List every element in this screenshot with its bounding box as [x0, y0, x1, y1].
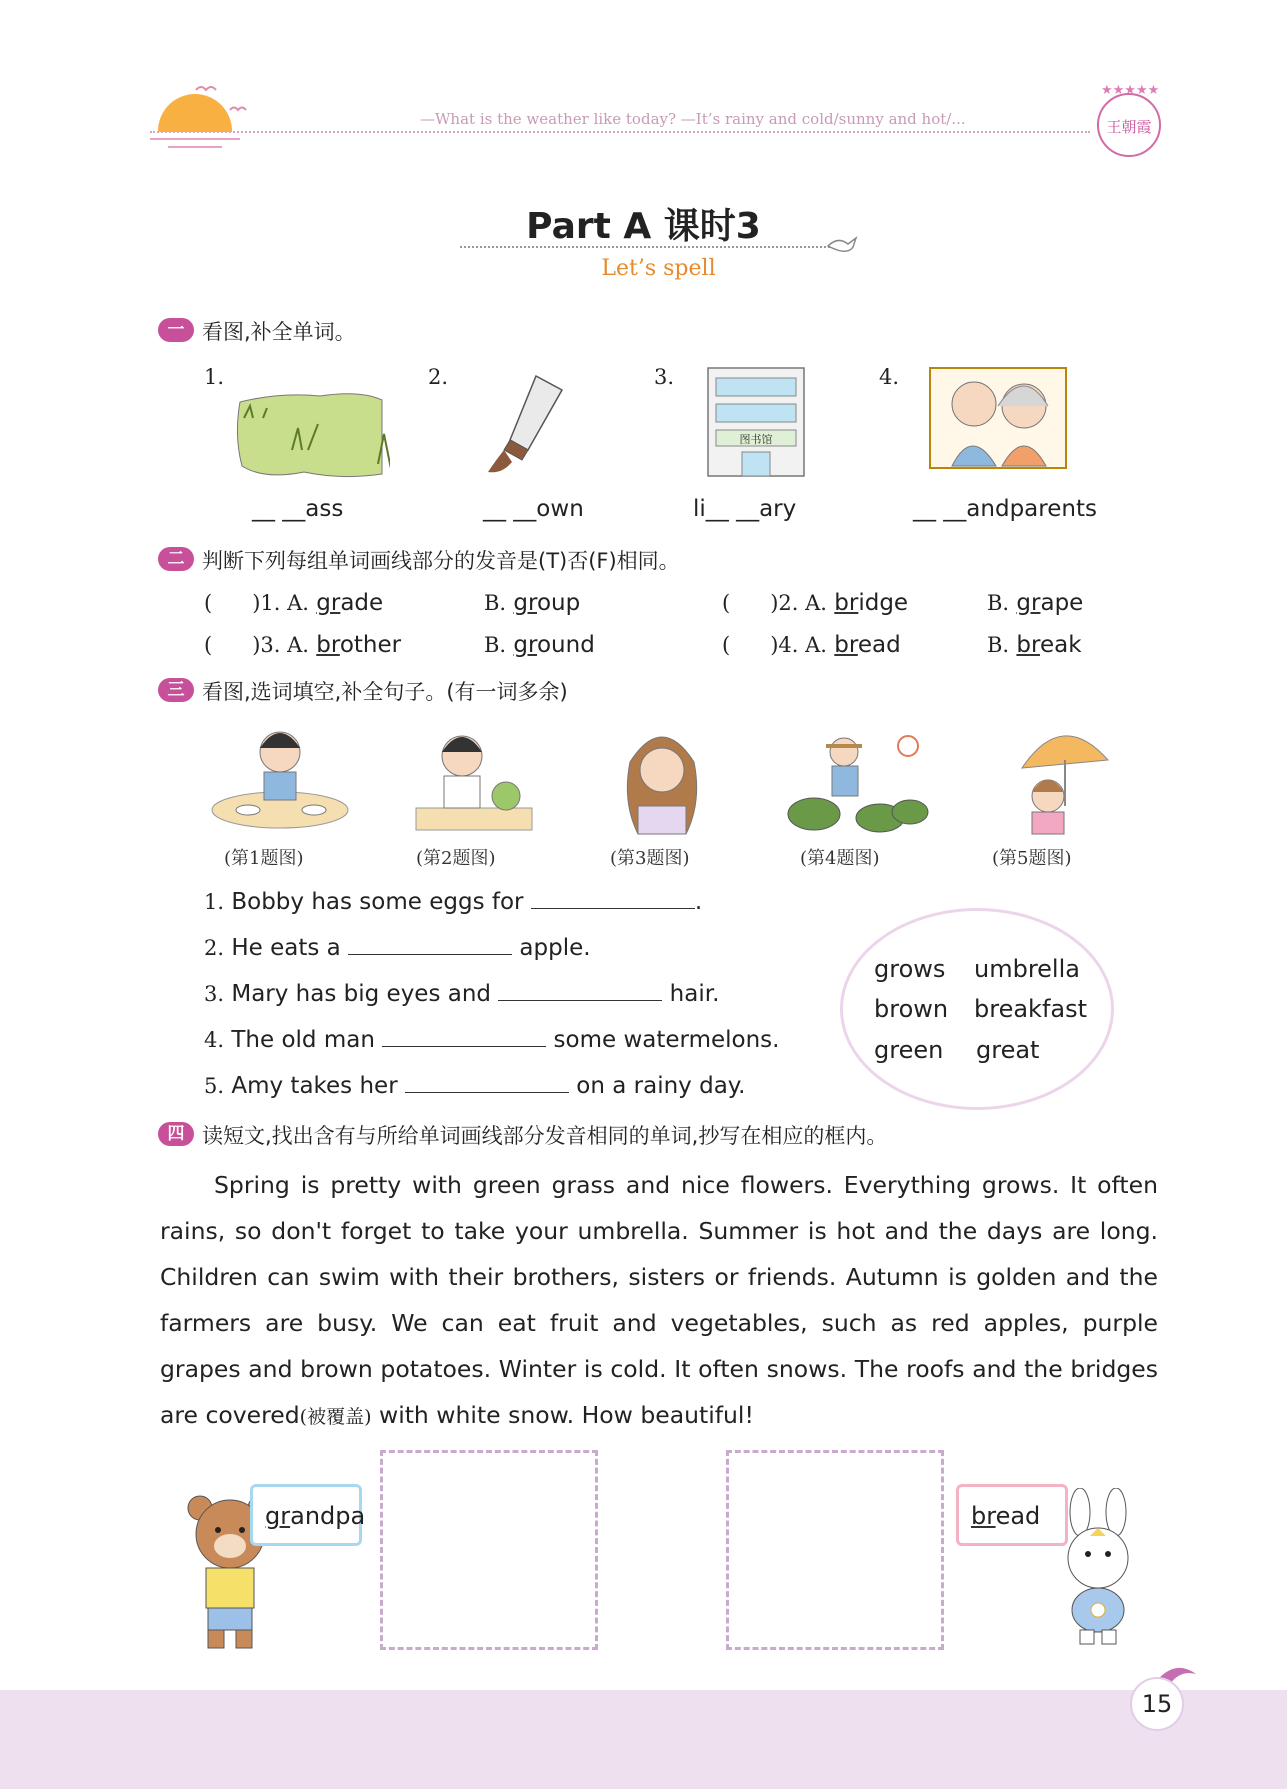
- boy-breakfast-picture: [208, 722, 352, 832]
- farmer-watermelons-picture: [784, 722, 930, 834]
- section-badge-4: 四: [158, 1122, 194, 1146]
- judge-row-2-b: B. grape: [987, 590, 1084, 616]
- svg-text:王朝霞: 王朝霞: [1106, 118, 1152, 136]
- library-building-picture: [702, 366, 810, 478]
- page-title: Part A 课时3: [526, 206, 761, 247]
- birds-icon: [192, 80, 252, 120]
- picture-caption-5: (第5题图): [992, 848, 1072, 869]
- sentence-3: 3. Mary has big eyes and hair.: [204, 981, 720, 1007]
- word-bank-item: green: [874, 1036, 944, 1064]
- section-badge-3: 三: [158, 678, 194, 702]
- judge-row-1: ( )1. A. grade: [204, 590, 384, 616]
- section-badge-2: 二: [158, 547, 194, 571]
- fill-blank-4: __ __andparents: [913, 496, 1097, 522]
- svg-text:★★★★★: ★★★★★: [1101, 83, 1160, 98]
- answer-blank[interactable]: [348, 934, 512, 955]
- bird-icon: [826, 234, 858, 256]
- picture-caption-3: (第3题图): [610, 848, 690, 869]
- page-number: 15: [1130, 1677, 1184, 1731]
- sentence-2: 2. He eats a apple.: [204, 935, 591, 961]
- item-number: 4.: [879, 365, 900, 389]
- judge-row-4: ( )4. A. bread: [722, 632, 901, 658]
- judge-row-4-b: B. break: [987, 632, 1082, 658]
- word-bank-item: grows: [874, 955, 946, 983]
- reading-passage: Spring is pretty with green grass and nice flowers. Everything grows. It often rains, so don't forget to take your umbrella. Summer is hot and the days are long. Children can swim with their brothers, sisters or friends. Autumn is golden and the farmers are busy. We can eat fruit and vegetables, such as red apples, purple grapes and brown potatoes. Winter is cold. It often snows. The roofs and the bridges are covered(被覆盖) with white snow. How beautiful!: [160, 1171, 1158, 1429]
- sentence-4: 4. The old man some watermelons.: [204, 1027, 780, 1053]
- horizon-line: [168, 146, 222, 148]
- item-number: 3.: [654, 365, 675, 389]
- answer-box-bread[interactable]: [726, 1450, 944, 1650]
- grandparents-picture: [928, 366, 1068, 470]
- judge-row-1-b: B. group: [484, 590, 581, 616]
- judge-row-2: ( )2. A. bridge: [722, 590, 909, 616]
- judge-row-3: ( )3. A. brother: [204, 632, 402, 658]
- girl-brown-hair-picture: [612, 722, 712, 836]
- item-number: 2.: [428, 365, 449, 389]
- fill-blank-2: __ __own: [483, 496, 584, 522]
- section-instruction-1: 看图,补全单词。: [202, 320, 356, 344]
- horizon-line: [150, 138, 240, 140]
- word-bank-item: umbrella: [974, 955, 1080, 983]
- word-bank-item: great: [976, 1036, 1040, 1064]
- boy-apple-picture: [412, 722, 536, 832]
- section-instruction-2: 判断下列每组单词画线部分的发音是(T)否(F)相同。: [202, 549, 680, 573]
- sentence-5: 5. Amy takes her on a rainy day.: [204, 1073, 746, 1099]
- header-dotted-line: [150, 131, 1090, 133]
- section-instruction-3: 看图,选词填空,补全句子。(有一词多余): [202, 680, 568, 704]
- picture-caption-4: (第4题图): [800, 848, 880, 869]
- word-card-grandpa: grandpa: [250, 1484, 362, 1546]
- picture-caption-1: (第1题图): [224, 848, 304, 869]
- answer-blank[interactable]: [531, 888, 695, 909]
- girl-umbrella-picture: [996, 720, 1112, 836]
- fill-blank-3: li__ __ary: [693, 496, 797, 522]
- word-card-bread: bread: [956, 1484, 1068, 1546]
- rabbit-character: [1046, 1488, 1150, 1646]
- grass-picture: [232, 382, 390, 478]
- answer-blank[interactable]: [498, 980, 662, 1001]
- fill-blank-1: __ __ass: [252, 496, 344, 522]
- publisher-logo: [1092, 80, 1166, 162]
- answer-box-grandpa[interactable]: [380, 1450, 598, 1650]
- paint-tube-picture: [486, 368, 572, 480]
- footer-band: [0, 1690, 1287, 1789]
- sentence-1: 1. Bobby has some eggs for .: [204, 889, 703, 915]
- svg-text:图书馆: 图书馆: [739, 433, 773, 446]
- answer-blank[interactable]: [405, 1072, 569, 1093]
- section-badge-1: 一: [158, 318, 194, 342]
- item-number: 1.: [204, 365, 225, 389]
- header-text: —What is the weather like today? —It’s rainy and cold/sunny and hot/...: [420, 110, 966, 128]
- title-underline: [460, 246, 830, 248]
- judge-row-3-b: B. ground: [484, 632, 595, 658]
- word-bank-item: breakfast: [974, 995, 1088, 1023]
- page-subtitle: Let’s spell: [601, 256, 716, 281]
- section-instruction-4: 读短文,找出含有与所给单词画线部分发音相同的单词,抄写在相应的框内。: [202, 1124, 888, 1148]
- word-bank-item: brown: [874, 995, 949, 1023]
- answer-blank[interactable]: [382, 1026, 546, 1047]
- picture-caption-2: (第2题图): [416, 848, 496, 869]
